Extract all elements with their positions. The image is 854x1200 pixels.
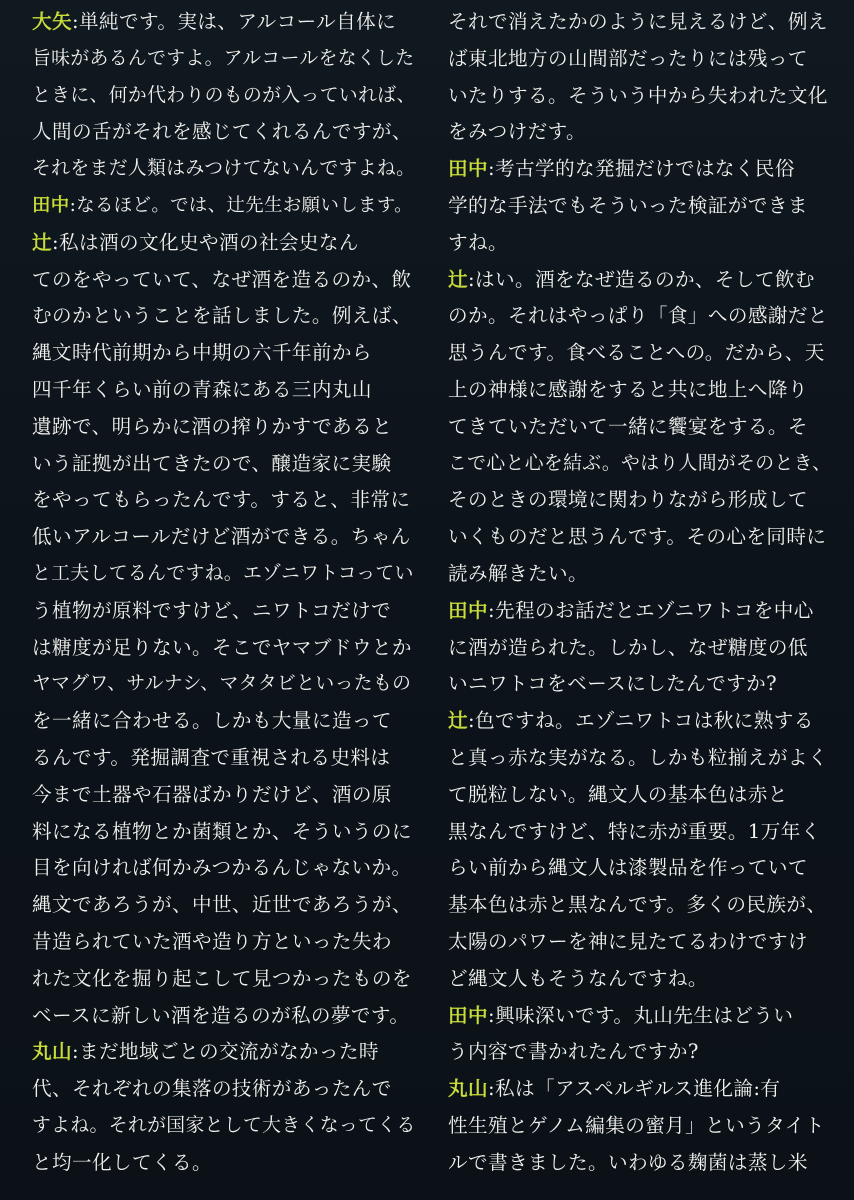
text-line	[448, 1145, 834, 1182]
line-text: いたりする。そういう中から失われた文化	[448, 83, 828, 107]
line-text: 読み解きたい。	[448, 561, 588, 585]
text-line	[448, 740, 834, 777]
line-text: 遺跡で、明らかに酒の搾りかすであると	[32, 414, 393, 438]
text-line	[448, 1071, 834, 1108]
text-line	[32, 593, 418, 630]
line-text: 昔造られていた酒や造り方といった失わ	[32, 929, 392, 953]
text-line	[32, 703, 418, 740]
text-line	[32, 446, 418, 483]
line-text: :なるほど。では、辻先生お願いします。	[69, 194, 413, 216]
text-line	[448, 1108, 834, 1145]
line-text: のか。それはやっぱり「食」への感謝だと	[448, 304, 828, 328]
speaker-label: 辻	[32, 230, 52, 254]
line-text: :考古学的な発掘だけではなく民俗	[488, 157, 795, 181]
line-text: 黒なんですけど、特に赤が重要。1万年く	[448, 819, 821, 843]
line-text: :色ですね。エゾニワトコは秋に熟する	[468, 709, 814, 733]
line-text: と真っ赤な実がなる。しかも粒揃えがよく	[448, 745, 828, 769]
text-line	[448, 961, 834, 998]
text-line	[448, 482, 834, 519]
text-line	[448, 446, 834, 483]
line-text: をやってもらったんです。すると、非常に	[32, 488, 411, 512]
text-line	[32, 1071, 418, 1108]
line-text: :私は「アスペルギルス進化論:有	[488, 1077, 781, 1101]
text-line	[32, 1108, 418, 1145]
line-text: てのをやっていて、なぜ酒を造るのか、飲	[32, 267, 412, 291]
text-line	[448, 298, 834, 335]
text-line	[448, 1034, 834, 1071]
text-line	[32, 556, 418, 593]
text-line	[32, 335, 418, 372]
line-text: をみつけだす。	[448, 120, 586, 144]
text-column-left	[32, 4, 418, 1182]
line-text: う植物が原料ですけど、ニワトコだけで	[32, 598, 392, 622]
text-line	[448, 998, 834, 1035]
speaker-label: 田中	[448, 598, 488, 622]
speaker-label: 辻	[448, 267, 468, 291]
line-text: ルで書きました。いわゆる麹菌は蒸し米	[448, 1150, 808, 1174]
text-line	[32, 519, 418, 556]
line-text: こで心と心を結ぶ。やはり人間がそのとき、	[448, 452, 832, 474]
text-line	[32, 666, 418, 703]
line-text: れた文化を掘り起こして見つかったものを	[32, 966, 412, 990]
line-text: 低いアルコールだけど酒ができる。ちゃん	[32, 525, 411, 549]
line-text: と工夫してるんですね。エゾニワトコってい	[32, 562, 414, 584]
text-line	[32, 151, 418, 188]
line-text: :私は酒の文化史や酒の社会史なん	[52, 230, 359, 254]
line-text: 目を向ければ何かみつかるんじゃないか。	[32, 856, 412, 880]
line-text: 縄文時代前期から中期の六千年前から	[32, 341, 372, 365]
text-line	[32, 998, 418, 1035]
line-text: てきていただいて一緒に饗宴をする。そ	[448, 414, 808, 438]
line-text: :先程のお話だとエゾニワトコを中心	[488, 598, 814, 622]
line-text: :まだ地域ごとの交流がなかった時	[72, 1040, 379, 1064]
text-line	[448, 114, 834, 151]
line-text: て脱粒しない。縄文人の基本色は赤と	[448, 782, 788, 806]
text-line	[448, 4, 834, 41]
text-line	[448, 225, 834, 262]
text-line	[32, 225, 418, 262]
speaker-label: 丸山	[32, 1040, 72, 1064]
line-text: 今まで土器や石器ばかりだけど、酒の原	[32, 782, 392, 806]
speaker-label: 大矢	[32, 10, 72, 33]
speaker-label: 田中	[448, 1003, 488, 1027]
line-text: ど縄文人もそうなんですね。	[448, 966, 708, 990]
line-text: は糖度が足りない。そこでヤマブドウとか	[32, 635, 412, 659]
text-line	[448, 41, 834, 78]
line-text: 縄文であろうが、中世、近世であろうが、	[32, 893, 412, 917]
text-line	[32, 78, 418, 115]
line-text: 四千年くらい前の青森にある三内丸山	[32, 377, 372, 401]
line-text: と均一化してくる。	[32, 1150, 212, 1174]
text-line	[448, 703, 834, 740]
text-line	[32, 188, 418, 225]
line-text: 料になる植物とか菌類とか、そういうのに	[32, 819, 412, 843]
line-text: ときに、何か代わりのものが入っていれば、	[32, 84, 416, 106]
line-text: 旨味があるんですよ。アルコールをなくした	[32, 47, 415, 69]
speaker-label: 田中	[32, 194, 70, 216]
text-line	[32, 924, 418, 961]
line-text: 学的な手法でもそういった検証ができま	[448, 193, 808, 217]
text-line	[448, 666, 834, 703]
line-text: いくものだと思うんです。その心を同時に	[448, 525, 827, 549]
line-text: 基本色は赤と黒なんです。多くの民族が、	[448, 893, 827, 917]
text-line	[32, 850, 418, 887]
text-line	[448, 262, 834, 299]
line-text: ベースに新しい酒を造るのが私の夢です。	[32, 1003, 410, 1027]
line-text: 上の神様に感謝をすると共に地上へ降り	[448, 377, 808, 401]
text-line	[448, 593, 834, 630]
text-line	[32, 114, 418, 151]
line-text: :興味深いです。丸山先生はどうい	[488, 1003, 794, 1027]
line-text: 性生殖とゲノム編集の蜜月」というタイト	[448, 1113, 825, 1137]
line-text: に酒が造られた。しかし、なぜ糖度の低	[448, 635, 808, 659]
text-line	[32, 1034, 418, 1071]
text-line	[32, 298, 418, 335]
text-column-right	[448, 4, 834, 1182]
speaker-label: 田中	[448, 157, 488, 181]
text-line	[32, 814, 418, 851]
text-line	[32, 262, 418, 299]
line-text: 思うんです。食べることへの。だから、天	[448, 341, 825, 365]
line-text: そのときの環境に関わりながら形成して	[448, 488, 808, 512]
text-line	[448, 78, 834, 115]
line-text: すよね。それが国家として大きくなってくる	[32, 1114, 416, 1136]
line-text: いう証拠が出てきたので、醸造家に実験	[32, 451, 392, 475]
line-text: 人間の舌がそれを感じてくれるんですが、	[32, 120, 412, 144]
text-line	[448, 372, 834, 409]
line-text: ば東北地方の山間部だったりには残って	[448, 46, 808, 70]
line-text: 太陽のパワーを神に見たてるわけですけ	[448, 929, 808, 953]
line-text: を一緒に合わせる。しかも大量に造って	[32, 709, 392, 733]
line-text: :単純です。実は、アルコール自体に	[72, 10, 397, 33]
text-line	[32, 409, 418, 446]
line-text: るんです。発掘調査で重視される史料は	[32, 745, 391, 769]
text-line	[448, 335, 834, 372]
text-line	[448, 887, 834, 924]
line-text: らい前から縄文人は漆製品を作っていて	[448, 856, 808, 880]
text-line	[448, 409, 834, 446]
text-line	[32, 777, 418, 814]
text-line	[448, 188, 834, 225]
text-line	[32, 1145, 418, 1182]
line-text: むのかということを話しました。例えば、	[32, 304, 412, 328]
text-line	[32, 740, 418, 777]
text-line	[32, 961, 418, 998]
line-text: それをまだ人類はみつけてないんですよね。	[32, 158, 416, 180]
speaker-label: 辻	[448, 709, 468, 733]
text-line	[32, 482, 418, 519]
text-line	[448, 556, 834, 593]
text-line	[448, 630, 834, 667]
text-line	[32, 887, 418, 924]
speaker-label: 丸山	[448, 1077, 488, 1101]
line-text: ヤマグワ、サルナシ、マタタビといったもの	[32, 673, 412, 695]
line-text: すね。	[448, 230, 508, 254]
line-text: 代、それぞれの集落の技術があったんで	[32, 1077, 392, 1101]
line-text: それで消えたかのように見えるけど、例え	[448, 10, 828, 33]
line-text: う内容で書かれたんですか?	[448, 1040, 699, 1064]
line-text: いニワトコをベースにしたんですか?	[448, 672, 778, 696]
text-line	[32, 630, 418, 667]
text-line	[448, 924, 834, 961]
text-line	[448, 151, 834, 188]
text-line	[32, 41, 418, 78]
line-text: :はい。酒をなぜ造るのか、そして飲む	[468, 267, 815, 291]
text-line	[448, 814, 834, 851]
text-line	[448, 777, 834, 814]
text-line	[448, 519, 834, 556]
text-line	[448, 850, 834, 887]
text-line	[32, 372, 418, 409]
text-line	[32, 4, 418, 41]
